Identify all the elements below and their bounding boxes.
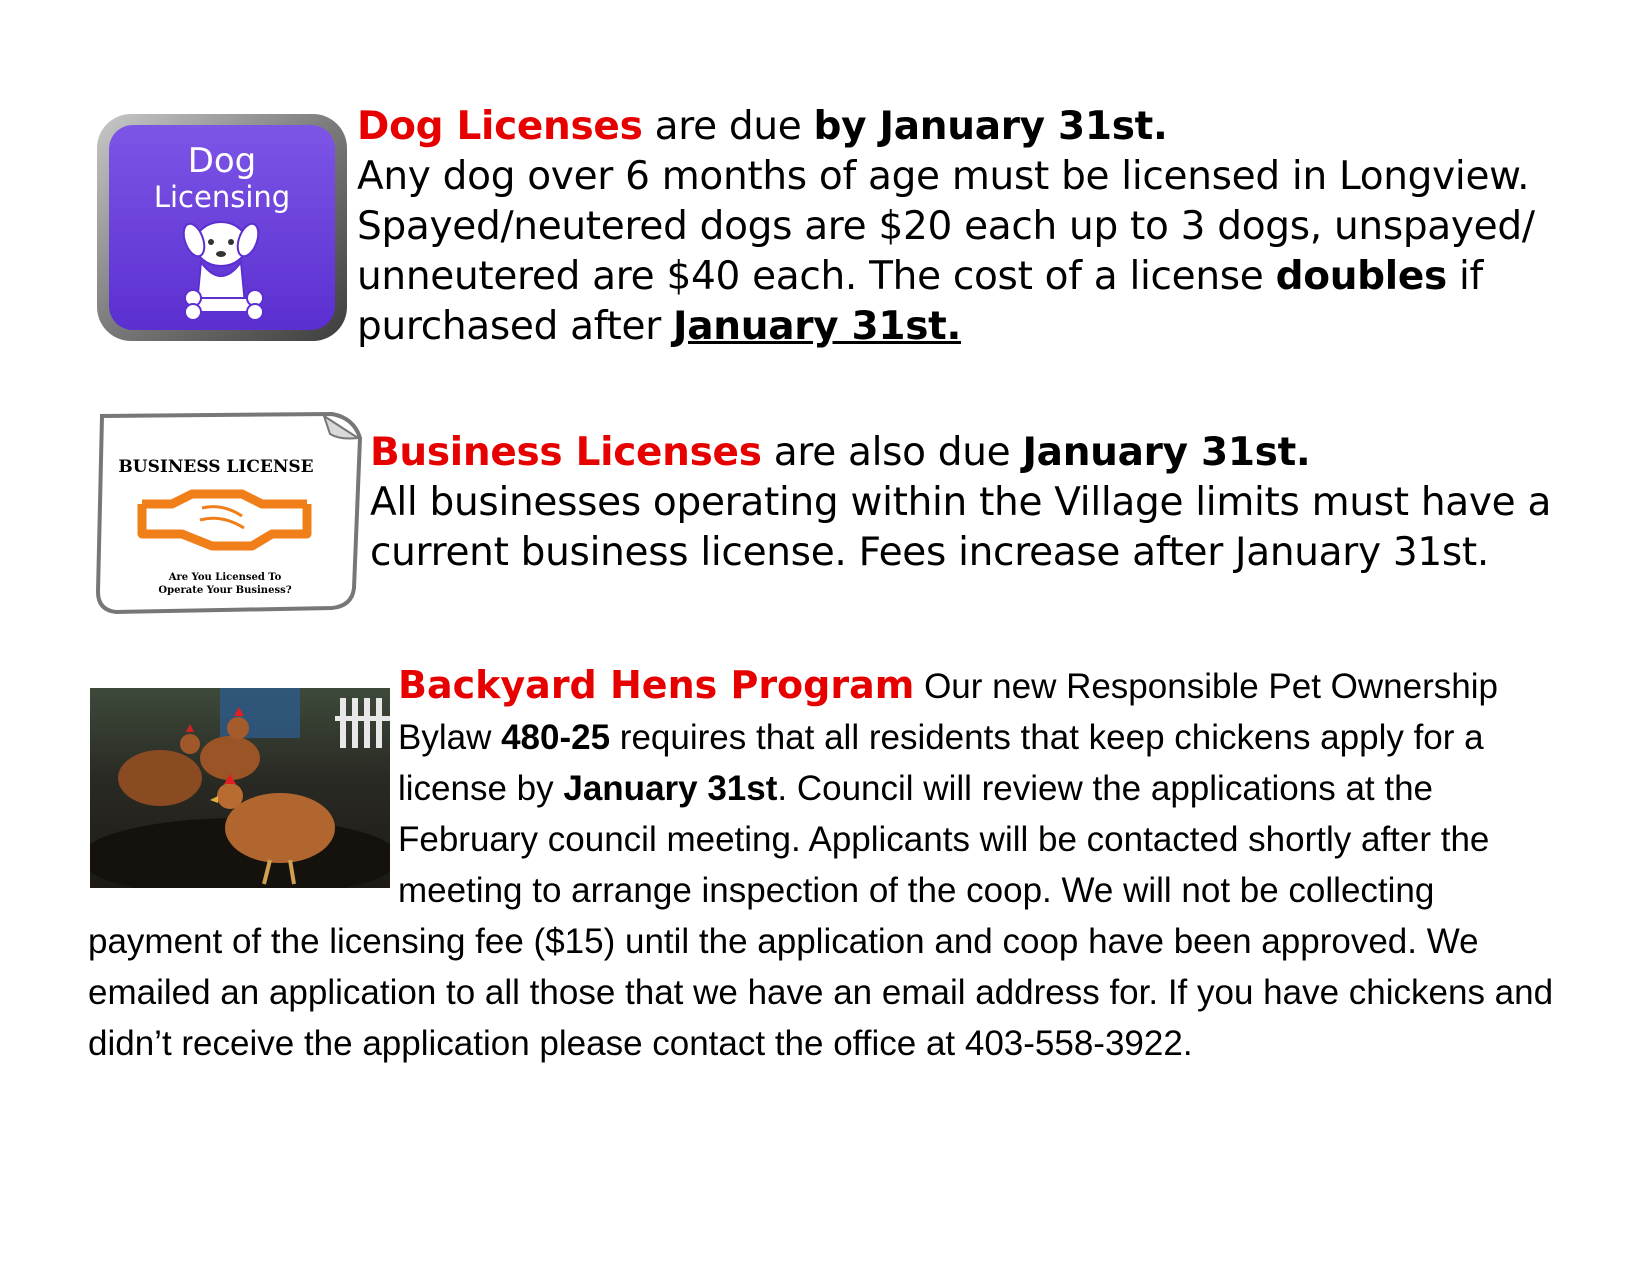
hens-due-date: January 31st (563, 769, 778, 808)
dog-body-text-2: if purchased after (357, 254, 1483, 349)
dog-licenses-heading: Dog Licenses (357, 104, 643, 149)
business-heading-rest: are also due (761, 430, 1023, 475)
dog-body-text: Any dog over 6 months of age must be licensed in Longview. Spayed/neutered dogs are $20 each up to 3 dogs, unspayed/ unneutered are $40 each. The cost of a license (357, 154, 1535, 299)
dog-due-date: by January 31st. (813, 104, 1168, 149)
svg-text:BUSINESS LICENSE: BUSINESS LICENSE (118, 457, 314, 477)
svg-text:Licensing: Licensing (153, 180, 291, 214)
dog-heading-rest: are due (642, 104, 814, 149)
business-licenses-heading: Business Licenses (370, 430, 762, 475)
business-body-text: All businesses operating within the Village limits must have a current business license. Fees increase after January 31st. (370, 480, 1552, 575)
hens-body-text-1: Our new Responsible Pet Ownership Bylaw (398, 667, 1498, 757)
business-due-date: January 31st. (1022, 430, 1311, 475)
dog-licenses-paragraph (357, 102, 1557, 352)
svg-text:Are You Licensed To: Are You Licensed To (168, 572, 282, 583)
svg-text:Dog: Dog (187, 141, 257, 181)
dog-licensing-icon (95, 112, 350, 344)
hens-body-text-3: . Council will review the applications at the February council meeting. Applicants will be contacted shortly after the meeting to arrange inspection of the coop. We will not be collecting payment of the licensing fee ($15) until the application and coop have been approved. We emailed an application to all those that we have an email address for. If you have chickens and didn’t receive the application please contact the office at 403-558-3922. (88, 769, 1554, 1063)
backyard-hens-paragraph (88, 660, 1578, 1069)
dog-deadline: January 31st. (673, 304, 961, 349)
dog-doubles-emphasis: doubles (1275, 254, 1447, 299)
backyard-hens-heading: Backyard Hens Program (398, 663, 915, 707)
hens-photo-spacer (88, 660, 398, 915)
svg-text:Operate Your Business?: Operate Your Business? (158, 585, 292, 596)
hens-bylaw-number: 480-25 (501, 718, 611, 757)
business-license-icon (92, 408, 367, 618)
hens-body-text-2: requires that all residents that keep chickens apply for a license by (398, 718, 1484, 808)
business-licenses-paragraph (370, 428, 1570, 578)
